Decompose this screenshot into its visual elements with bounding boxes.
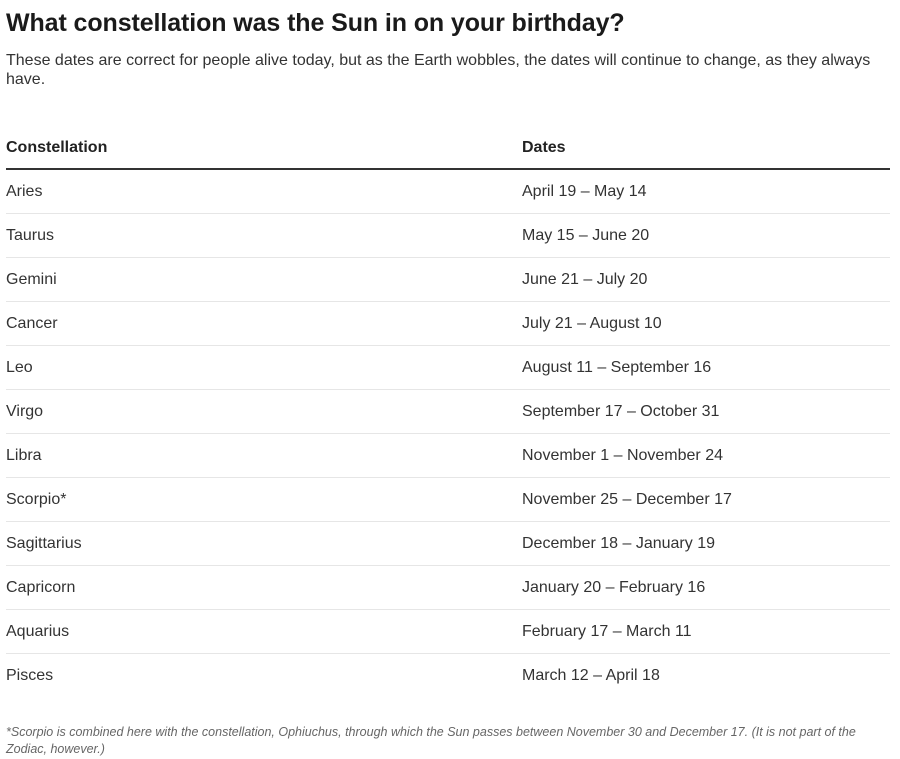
dates-cell: June 21 – July 20 [522,270,648,288]
page-title: What constellation was the Sun in on your birthday? [6,9,625,37]
table-row [6,566,890,610]
dates-cell: January 20 – February 16 [522,578,706,596]
dates-cell: August 11 – September 16 [522,358,712,376]
table-row [6,654,890,698]
constellation-cell: Leo [6,358,33,376]
table-row [6,434,890,478]
constellation-cell: Scorpio* [6,490,67,508]
table-row [6,390,890,434]
table-row [6,170,890,214]
dates-cell: November 25 – December 17 [522,490,732,508]
table-header [6,128,890,170]
dates-cell: November 1 – November 24 [522,446,723,464]
dates-cell: March 12 – April 18 [522,667,660,684]
table-row [6,522,890,566]
dates-cell: July 21 – August 10 [522,314,662,332]
column-header-constellation: Constellation [6,139,108,156]
table-row [6,346,890,390]
constellation-cell: Aquarius [6,622,70,640]
footnote: *Scorpio is combined here with the constellation, Ophiuchus, through which the Sun passes between November 30 and December 17. (It is not part of the Zodiac, however.) [6,725,856,756]
column-header-dates: Dates [522,139,566,156]
dates-cell: December 18 – January 19 [522,534,715,552]
table-row [6,214,890,258]
table-row [6,610,890,654]
constellation-cell: Pisces [6,667,54,684]
table-row [6,302,890,346]
dates-cell: September 17 – October 31 [522,402,720,420]
constellation-cell: Capricorn [6,578,76,596]
dates-cell: April 19 – May 14 [522,182,647,200]
dates-cell: May 15 – June 20 [522,226,650,244]
constellation-cell: Libra [6,446,42,464]
constellation-cell: Virgo [6,402,44,420]
dates-cell: February 17 – March 11 [522,622,692,640]
table-row [6,258,890,302]
constellation-cell: Taurus [6,226,55,244]
constellation-cell: Sagittarius [6,534,82,552]
constellation-cell: Aries [6,182,43,200]
page-subtitle: These dates are correct for people alive today, but as the Earth wobbles, the dates will continue to change, as they always have. [6,52,871,88]
constellation-cell: Gemini [6,270,57,288]
constellation-table [6,128,890,698]
constellation-cell: Cancer [6,314,58,332]
table-row [6,478,890,522]
